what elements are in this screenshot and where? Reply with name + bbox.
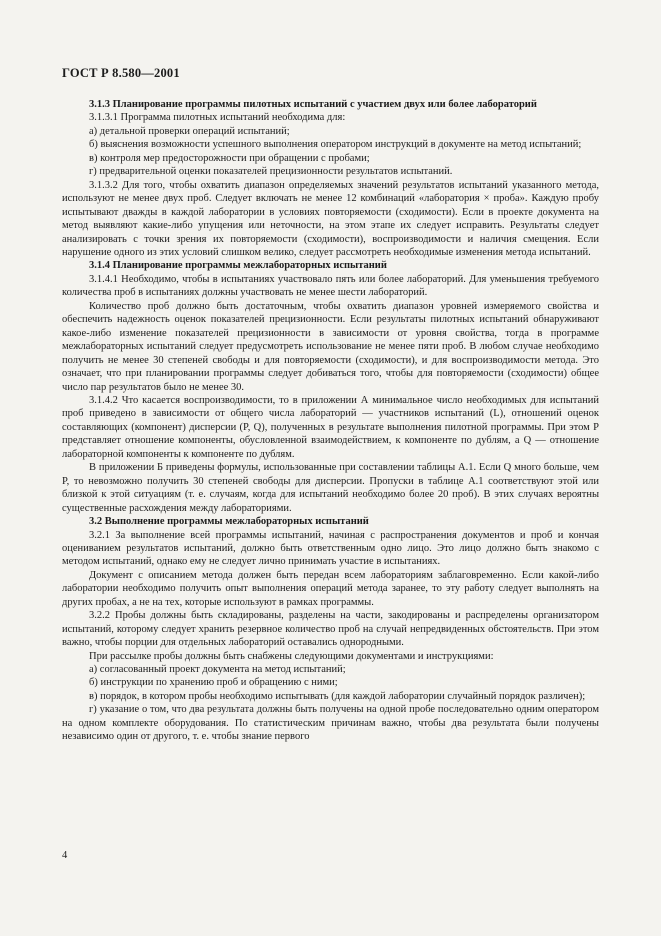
page-number: 4: [62, 850, 68, 861]
paragraph: 3.1.3.2 Для того, чтобы охватить диапазон определяемых значений результатов испытаний указанного метода, используют не менее двух проб. Следует включать не менее 12 комбинаций «лаборатория × проба». Каждую пробу испытывают дважды в каждой лаборатории в условиях повторяемости (сходимости). Если в проекте документа на метод выявляют какие-либо упущения или неточности, на этом этапе их следует исправить. Результаты следует анализировать с точки зрения их повторяемости (сходимости), воспроизводимости и наличия смещения. Если нарушение одного из этих условий слишком велико, следует рассмотреть необходимые изменения метода испытаний.: [62, 179, 599, 258]
document-body: [62, 98, 599, 744]
paragraph: б) выяснения возможности успешного выполнения оператором инструкций в документе на метод испытаний;: [89, 139, 582, 151]
paragraph: а) согласованный проект документа на метод испытаний;: [89, 664, 346, 676]
paragraph: 3.2.1 За выполнение всей программы испытаний, начиная с распространения документов и проб и кончая оцениванием результатов испытаний, должно быть ответственным одно лицо. Это лицо должно быть знакомо с методом испытаний, однако ему не следует лично принимать участие в испытаниях.: [62, 529, 599, 568]
paragraph: 3.1.3.1 Программа пилотных испытаний необходима для:: [89, 112, 346, 124]
paragraph: 3.1.4.2 Что касается воспроизводимости, то в приложении А минимальное число необходимых для испытаний проб приведено в зависимости от общего числа лабораторий — участников испытаний (L), отношений оценок составляющих (компонент) дисперсии (P, Q), полученных в результате выполнения пилотной программы. При этом P представляет отношение компоненты, обусловленной взаимодействием, к компоненте по дублям, а Q — отношение лабораторной компоненты к компоненте по дублям.: [62, 394, 599, 460]
paragraph: г) указание о том, что два результата должны быть получены на одной пробе последовательно одним оператором на одном комплекте оборудования. По статистическим причинам важно, чтобы два результата были получены независимо один от другого, т. е. чтобы знание первого: [62, 704, 599, 743]
section-heading: 3.1.4 Планирование программы межлабораторных испытаний: [89, 260, 387, 272]
paragraph: Документ с описанием метода должен быть передан всем лабораториям заблаговременно. Если какой-либо лаборатории необходимо получить опыт выполнения операций метода заранее, то эту работу следует выполнять на других пробах, а не на тех, которые используют в рамках программы.: [62, 569, 599, 608]
paragraph: 3.1.4.1 Необходимо, чтобы в испытаниях участвовало пять или более лабораторий. Для уменьшения требуемого количества проб в испытаниях должны участвовать не менее шести лабораторий.: [62, 273, 599, 299]
paragraph: в) контроля мер предосторожности при обращении с пробами;: [89, 152, 370, 164]
section-heading: 3.2 Выполнение программы межлабораторных испытаний: [89, 516, 369, 528]
paragraph: в) порядок, в котором пробы необходимо испытывать (для каждой лаборатории случайный порядок различен);: [89, 690, 586, 702]
paragraph: а) детальной проверки операций испытаний;: [89, 125, 290, 137]
paragraph: В приложении Б приведены формулы, использованные при составлении таблицы А.1. Если Q много больше, чем P, то невозможно получить 30 степеней свободы для дисперсии. Пропуски в таблице А.1 соответствуют этой или близкой к этой ситуациям (т. е. случаям, когда для испытаний необходимо более 20 проб). В этих случаях вероятны существенные расхождения между лабораториями.: [62, 462, 599, 514]
document-header: ГОСТ Р 8.580—2001: [62, 66, 180, 80]
paragraph: 3.2.2 Пробы должны быть складированы, разделены на части, закодированы и распределены организатором испытаний, которому следует хранить резервное количество проб на случай непредвиденных обстоятельств. При этом важно, чтобы порции для отдельных лабораторий оставались однородными.: [62, 610, 599, 649]
paragraph: При рассылке пробы должны быть снабжены следующими документами и инструкциями:: [89, 650, 494, 662]
paragraph: б) инструкции по хранению проб и обращению с ними;: [89, 677, 338, 689]
paragraph: Количество проб должно быть достаточным, чтобы охватить диапазон уровней измеряемого свойства и обеспечить надежность оценок показателей прецизионности. Если результаты пилотных испытаний обнаруживают какое-либо изменение показателей прецизионности в зависимости от уровня свойства, тогда в программе межлабораторных испытаний следует предусмотреть использование не менее пяти проб. В любом случае необходимо получить не менее 30 степеней свободы и для повторяемости (сходимости), и для воспроизводимости метода. Это означает, что при планировании программы следует добиваться того, чтобы для повторяемости (сходимости) общее число пар результатов было не менее 30.: [62, 300, 599, 393]
section-heading: 3.1.3 Планирование программы пилотных испытаний с участием двух или более лабораторий: [89, 99, 537, 110]
paragraph: г) предварительной оценки показателей прецизионности результатов испытаний.: [89, 166, 453, 178]
